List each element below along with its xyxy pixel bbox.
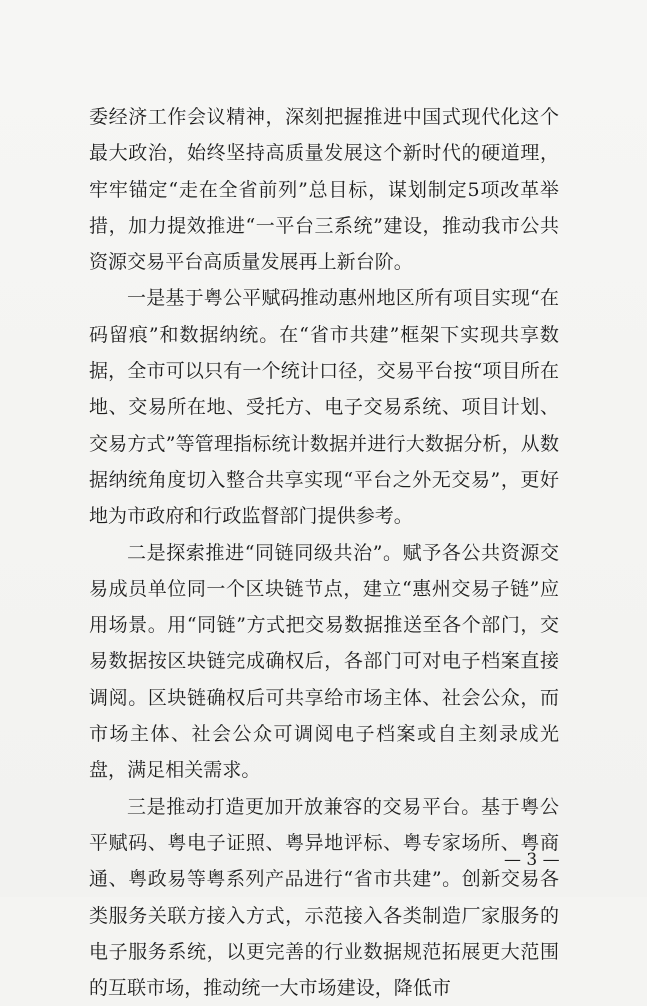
paragraph-point-two: 二是探索推进“同链同级共治”。赋予各公共资源交易成员单位同一个区块链节点，建立“惠州交易子链”应用场景。用“同链”方式把交易数据推送至各个部门，交易数据按区块链完成确权后，各部门可对电子档案直接调阅。区块链确权后可共享给市场主体、社会公众，而市场主体、社会公众可调阅电子档案或自主刻录成光盘，满足相关需求。 — [89, 541, 559, 782]
paragraph-point-three: 三是推动打造更加开放兼容的交易平台。基于粤公平赋码、粤电子证照、粤异地评标、粤专家场所、粤商通、粤政易等粤系列产品进行“省市共建”。创新交易各类服务关联方接入方式，示范接入各类制造厂家服务的电子服务系统，以更完善的行业数据规范拓展更大范围的互联市场，推动统一大市场建设，降低市 — [89, 795, 559, 1000]
paragraph-point-one: 一是基于粤公平赋码推动惠州地区所有项目实现“在码留痕”和数据纳统。在“省市共建”框架下实现共享数据，全市可以只有一个统计口径，交易平台按“项目所在地、交易所在地、受托方、电子交易系统、项目计划、交易方式”等管理指标统计数据并进行大数据分析，从数据纳统角度切入整合共享实现“平台之外无交易”，更好地为市政府和行政监督部门提供参考。 — [89, 287, 559, 528]
paragraph-intro: 委经济工作会议精神，深刻把握推进中国式现代化这个最大政治，始终坚持高质量发展这个新时代的硬道理，牢牢锚定“走在全省前列”总目标，谋划制定5项改革举措，加力提效推进“一平台三系统”建设，推动我市公共资源交易平台高质量发展再上新台阶。 — [89, 106, 559, 274]
document-body — [89, 99, 559, 1006]
page-number: — 3 — — [504, 850, 560, 870]
